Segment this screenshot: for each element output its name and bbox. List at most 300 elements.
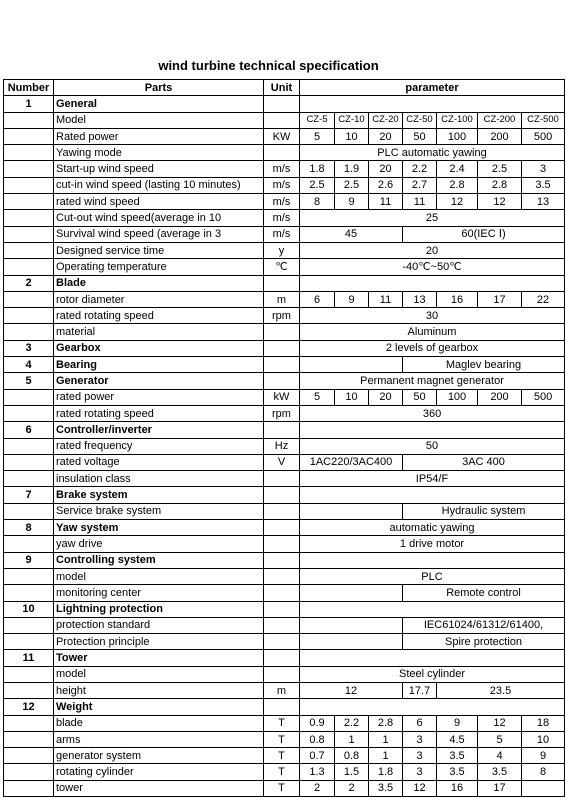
param-cell: IEC61024/61312/61400, xyxy=(403,617,565,633)
param-cell: 3.5 xyxy=(522,177,565,193)
row-number xyxy=(4,242,54,258)
param-cell: automatic yawing xyxy=(300,520,565,536)
table-row xyxy=(4,194,565,210)
param-cell: PLC automatic yawing xyxy=(300,145,565,161)
row-part: arms xyxy=(54,731,264,747)
param-cell: 3.5 xyxy=(478,764,522,780)
header-number: Number xyxy=(4,80,54,96)
row-part: Yaw system xyxy=(54,520,264,536)
param-cell: 1 xyxy=(369,731,403,747)
row-unit xyxy=(264,601,300,617)
row-unit: m/s xyxy=(264,194,300,210)
row-part: rated rotating speed xyxy=(54,308,264,324)
row-unit xyxy=(264,487,300,503)
param-cell xyxy=(300,617,403,633)
param-cell: 16 xyxy=(437,291,478,307)
param-cell: 20 xyxy=(369,161,403,177)
param-cell xyxy=(300,585,403,601)
param-cell: 50 xyxy=(300,438,565,454)
row-number xyxy=(4,764,54,780)
table-row xyxy=(4,682,565,698)
param-cell: 5 xyxy=(478,731,522,747)
row-number xyxy=(4,405,54,421)
param-cell: 18 xyxy=(522,715,565,731)
row-part: Designed service time xyxy=(54,242,264,258)
param-cell-empty xyxy=(300,552,565,568)
param-cell: 9 xyxy=(335,291,369,307)
param-cell: 60(IEC Ⅰ) xyxy=(403,226,565,242)
row-number: 6 xyxy=(4,422,54,438)
param-cell: 1.8 xyxy=(300,161,335,177)
param-cell: Permanent magnet generator xyxy=(300,373,565,389)
row-part: Start-up wind speed xyxy=(54,161,264,177)
param-cell: 3 xyxy=(403,748,437,764)
param-cell: 2.5 xyxy=(478,161,522,177)
row-number xyxy=(4,389,54,405)
header-parameter: parameter xyxy=(300,80,565,96)
param-cell: 1.9 xyxy=(335,161,369,177)
param-cell xyxy=(300,503,403,519)
row-part: yaw drive xyxy=(54,536,264,552)
param-cell: 17 xyxy=(478,291,522,307)
row-number: 2 xyxy=(4,275,54,291)
param-cell: 4.5 xyxy=(437,731,478,747)
table-row xyxy=(4,503,565,519)
row-part: blade xyxy=(54,715,264,731)
row-part: General xyxy=(54,96,264,112)
row-unit: m/s xyxy=(264,210,300,226)
row-unit xyxy=(264,666,300,682)
table-row xyxy=(4,520,565,536)
header-parts: Parts xyxy=(54,80,264,96)
param-cell: Steel cylinder xyxy=(300,666,565,682)
row-number xyxy=(4,128,54,144)
row-number xyxy=(4,291,54,307)
param-cell: 20 xyxy=(300,242,565,258)
row-number xyxy=(4,471,54,487)
row-unit: T xyxy=(264,731,300,747)
row-number xyxy=(4,748,54,764)
row-unit xyxy=(264,422,300,438)
table-row xyxy=(4,764,565,780)
row-part: monitoring center xyxy=(54,585,264,601)
param-cell: 6 xyxy=(300,291,335,307)
param-cell: 5 xyxy=(300,389,335,405)
row-unit: rpm xyxy=(264,308,300,324)
row-unit xyxy=(264,324,300,340)
param-cell: CZ-200 xyxy=(478,112,522,128)
row-part: model xyxy=(54,666,264,682)
row-number xyxy=(4,438,54,454)
row-part: material xyxy=(54,324,264,340)
param-cell: 20 xyxy=(369,389,403,405)
param-cell-empty xyxy=(300,487,565,503)
param-cell: 16 xyxy=(437,780,478,796)
param-cell: 13 xyxy=(403,291,437,307)
row-unit xyxy=(264,634,300,650)
page-title: wind turbine technical specification xyxy=(158,58,379,73)
row-number xyxy=(4,617,54,633)
param-cell: CZ-10 xyxy=(335,112,369,128)
row-unit: m xyxy=(264,682,300,698)
table-row xyxy=(4,617,565,633)
param-cell: 12 xyxy=(403,780,437,796)
table-row xyxy=(4,454,565,470)
row-unit: V xyxy=(264,454,300,470)
row-part: Tower xyxy=(54,650,264,666)
param-cell: 10 xyxy=(335,128,369,144)
table-row xyxy=(4,568,565,584)
param-cell: Maglev bearing xyxy=(403,357,565,373)
table-row xyxy=(4,210,565,226)
row-unit xyxy=(264,145,300,161)
param-cell: 1.8 xyxy=(369,764,403,780)
param-cell: 2.7 xyxy=(403,177,437,193)
row-number xyxy=(4,226,54,242)
param-cell xyxy=(300,357,403,373)
table-row xyxy=(4,438,565,454)
param-cell: 200 xyxy=(478,389,522,405)
param-cell: CZ-100 xyxy=(437,112,478,128)
param-cell: 22 xyxy=(522,291,565,307)
param-cell: 9 xyxy=(335,194,369,210)
param-cell: CZ-50 xyxy=(403,112,437,128)
param-cell: 1AC220/3AC400 xyxy=(300,454,403,470)
row-unit xyxy=(264,520,300,536)
param-cell: 2 xyxy=(300,780,335,796)
row-unit xyxy=(264,568,300,584)
table-row xyxy=(4,177,565,193)
param-cell: 50 xyxy=(403,128,437,144)
param-cell: 3.5 xyxy=(437,764,478,780)
row-number: 10 xyxy=(4,601,54,617)
param-cell-empty xyxy=(300,96,565,112)
row-number xyxy=(4,194,54,210)
param-cell: 0.7 xyxy=(300,748,335,764)
row-part: Operating temperature xyxy=(54,259,264,275)
row-part: height xyxy=(54,682,264,698)
param-cell-empty xyxy=(300,650,565,666)
param-cell: Aluminum xyxy=(300,324,565,340)
param-cell: Hydraulic system xyxy=(403,503,565,519)
table-row xyxy=(4,552,565,568)
param-cell: 9 xyxy=(522,748,565,764)
param-cell: IP54/F xyxy=(300,471,565,487)
param-cell: 100 xyxy=(437,389,478,405)
param-cell: 10 xyxy=(522,731,565,747)
spec-table-body xyxy=(4,96,565,797)
row-unit xyxy=(264,96,300,112)
row-number xyxy=(4,454,54,470)
param-cell: 11 xyxy=(403,194,437,210)
row-unit xyxy=(264,340,300,356)
row-number: 5 xyxy=(4,373,54,389)
param-cell: 8 xyxy=(300,194,335,210)
param-cell: 360 xyxy=(300,405,565,421)
row-unit xyxy=(264,699,300,715)
param-cell: 2.2 xyxy=(403,161,437,177)
row-number: 8 xyxy=(4,520,54,536)
row-part: rated rotating speed xyxy=(54,405,264,421)
row-unit xyxy=(264,357,300,373)
table-row xyxy=(4,145,565,161)
table-row xyxy=(4,226,565,242)
row-unit xyxy=(264,585,300,601)
param-cell: 2 levels of gearbox xyxy=(300,340,565,356)
table-row xyxy=(4,715,565,731)
param-cell: PLC xyxy=(300,568,565,584)
row-number xyxy=(4,177,54,193)
row-unit xyxy=(264,112,300,128)
param-cell: 10 xyxy=(335,389,369,405)
table-row xyxy=(4,128,565,144)
row-part: model xyxy=(54,568,264,584)
table-row xyxy=(4,601,565,617)
row-unit xyxy=(264,471,300,487)
param-cell-empty xyxy=(300,275,565,291)
row-part: Cut-out wind speed(average in 10 xyxy=(54,210,264,226)
param-cell: 11 xyxy=(369,291,403,307)
row-part: generator system xyxy=(54,748,264,764)
table-row xyxy=(4,373,565,389)
row-part: Survival wind speed (average in 3 xyxy=(54,226,264,242)
row-unit: T xyxy=(264,748,300,764)
row-unit: Hz xyxy=(264,438,300,454)
param-cell: 1.3 xyxy=(300,764,335,780)
row-unit: T xyxy=(264,715,300,731)
row-unit: T xyxy=(264,764,300,780)
row-part: Brake system xyxy=(54,487,264,503)
row-unit xyxy=(264,536,300,552)
row-part: Generator xyxy=(54,373,264,389)
param-cell: 200 xyxy=(478,128,522,144)
row-number xyxy=(4,112,54,128)
row-number: 4 xyxy=(4,357,54,373)
row-number xyxy=(4,145,54,161)
param-cell: 12 xyxy=(300,682,403,698)
row-unit: m/s xyxy=(264,161,300,177)
table-row xyxy=(4,471,565,487)
table-row xyxy=(4,242,565,258)
table-row xyxy=(4,291,565,307)
param-cell: 2.5 xyxy=(335,177,369,193)
param-cell: 17.7 xyxy=(403,682,437,698)
table-row xyxy=(4,780,565,796)
row-part: Controlling system xyxy=(54,552,264,568)
table-row xyxy=(4,340,565,356)
table-row xyxy=(4,275,565,291)
row-number xyxy=(4,210,54,226)
row-unit: m/s xyxy=(264,177,300,193)
param-cell: 45 xyxy=(300,226,403,242)
param-cell: 12 xyxy=(437,194,478,210)
row-number xyxy=(4,308,54,324)
param-cell: 0.8 xyxy=(335,748,369,764)
row-number xyxy=(4,568,54,584)
param-cell: 23.5 xyxy=(437,682,565,698)
param-cell: 2.8 xyxy=(437,177,478,193)
row-part: rated voltage xyxy=(54,454,264,470)
param-cell: 17 xyxy=(478,780,522,796)
param-cell: -40℃~50℃ xyxy=(300,259,565,275)
row-unit: y xyxy=(264,242,300,258)
param-cell: Spire protection xyxy=(403,634,565,650)
row-part: insulation class xyxy=(54,471,264,487)
param-cell: 1 drive motor xyxy=(300,536,565,552)
table-row xyxy=(4,699,565,715)
param-cell: 2 xyxy=(335,780,369,796)
table-row xyxy=(4,650,565,666)
table-row xyxy=(4,536,565,552)
param-cell: 3.5 xyxy=(437,748,478,764)
param-cell: 9 xyxy=(437,715,478,731)
param-cell: 2.4 xyxy=(437,161,478,177)
row-number xyxy=(4,731,54,747)
param-cell-empty xyxy=(300,699,565,715)
row-number: 12 xyxy=(4,699,54,715)
table-row xyxy=(4,324,565,340)
row-unit: KW xyxy=(264,128,300,144)
row-unit: kW xyxy=(264,389,300,405)
row-part: Blade xyxy=(54,275,264,291)
table-row xyxy=(4,731,565,747)
param-cell: 6 xyxy=(403,715,437,731)
table-row xyxy=(4,585,565,601)
table-row xyxy=(4,748,565,764)
param-cell: 12 xyxy=(478,194,522,210)
row-unit: T xyxy=(264,780,300,796)
row-part: Controller/inverter xyxy=(54,422,264,438)
row-part: Yawing mode xyxy=(54,145,264,161)
param-cell: 1.5 xyxy=(335,764,369,780)
param-cell: 5 xyxy=(300,128,335,144)
param-cell: CZ-20 xyxy=(369,112,403,128)
row-number: 7 xyxy=(4,487,54,503)
row-part: Model xyxy=(54,112,264,128)
row-part: Weight xyxy=(54,699,264,715)
param-cell: 2.6 xyxy=(369,177,403,193)
table-row xyxy=(4,161,565,177)
param-cell: 20 xyxy=(369,128,403,144)
param-cell: 3 xyxy=(403,731,437,747)
table-row xyxy=(4,634,565,650)
header-unit: Unit xyxy=(264,80,300,96)
row-number xyxy=(4,780,54,796)
param-cell xyxy=(300,634,403,650)
param-cell: 3 xyxy=(522,161,565,177)
param-cell: 0.9 xyxy=(300,715,335,731)
row-part: Service brake system xyxy=(54,503,264,519)
param-cell: 3.5 xyxy=(369,780,403,796)
row-part: rated frequency xyxy=(54,438,264,454)
param-cell: 2.5 xyxy=(300,177,335,193)
param-cell: 3 xyxy=(403,764,437,780)
row-part: Protection principle xyxy=(54,634,264,650)
table-row xyxy=(4,405,565,421)
row-unit: rpm xyxy=(264,405,300,421)
row-unit xyxy=(264,275,300,291)
param-cell: 25 xyxy=(300,210,565,226)
row-number xyxy=(4,161,54,177)
param-cell: 4 xyxy=(478,748,522,764)
row-unit: m xyxy=(264,291,300,307)
param-cell: 1 xyxy=(335,731,369,747)
param-cell: 2.2 xyxy=(335,715,369,731)
row-part: tower xyxy=(54,780,264,796)
spec-table xyxy=(3,79,565,797)
row-number xyxy=(4,536,54,552)
row-number: 11 xyxy=(4,650,54,666)
table-row xyxy=(4,357,565,373)
table-row xyxy=(4,487,565,503)
row-unit xyxy=(264,650,300,666)
param-cell: 13 xyxy=(522,194,565,210)
param-cell: 0.8 xyxy=(300,731,335,747)
param-cell: 30 xyxy=(300,308,565,324)
row-number xyxy=(4,715,54,731)
row-unit xyxy=(264,617,300,633)
param-cell: CZ-500 xyxy=(522,112,565,128)
row-unit xyxy=(264,552,300,568)
row-part: cut-in wind speed (lasting 10 minutes) xyxy=(54,177,264,193)
row-number xyxy=(4,682,54,698)
row-part: Bearing xyxy=(54,357,264,373)
row-unit xyxy=(264,503,300,519)
row-part: protection standard xyxy=(54,617,264,633)
row-number: 9 xyxy=(4,552,54,568)
row-part: Lightning protection xyxy=(54,601,264,617)
param-cell: 2.8 xyxy=(478,177,522,193)
param-cell: 2.8 xyxy=(369,715,403,731)
row-part: Rated power xyxy=(54,128,264,144)
row-part: Gearbox xyxy=(54,340,264,356)
param-cell: CZ-5 xyxy=(300,112,335,128)
param-cell: 3AC 400 xyxy=(403,454,565,470)
param-cell: 11 xyxy=(369,194,403,210)
row-number xyxy=(4,503,54,519)
row-unit xyxy=(264,373,300,389)
table-row xyxy=(4,666,565,682)
param-cell: 500 xyxy=(522,128,565,144)
header-row xyxy=(4,80,565,96)
row-part: rotating cylinder xyxy=(54,764,264,780)
param-cell xyxy=(522,780,565,796)
table-row xyxy=(4,96,565,112)
param-cell-empty xyxy=(300,422,565,438)
row-number xyxy=(4,324,54,340)
param-cell-empty xyxy=(300,601,565,617)
row-number: 3 xyxy=(4,340,54,356)
table-row xyxy=(4,422,565,438)
param-cell: 8 xyxy=(522,764,565,780)
param-cell: 500 xyxy=(522,389,565,405)
row-number: 1 xyxy=(4,96,54,112)
param-cell: Remote control xyxy=(403,585,565,601)
row-unit: m/s xyxy=(264,226,300,242)
row-part: rated power xyxy=(54,389,264,405)
param-cell: 50 xyxy=(403,389,437,405)
table-row xyxy=(4,308,565,324)
row-number xyxy=(4,259,54,275)
param-cell: 1 xyxy=(369,748,403,764)
row-number xyxy=(4,585,54,601)
row-unit: ℃ xyxy=(264,259,300,275)
row-part: rated wind speed xyxy=(54,194,264,210)
param-cell: 12 xyxy=(478,715,522,731)
row-number xyxy=(4,666,54,682)
table-row xyxy=(4,259,565,275)
table-row xyxy=(4,389,565,405)
